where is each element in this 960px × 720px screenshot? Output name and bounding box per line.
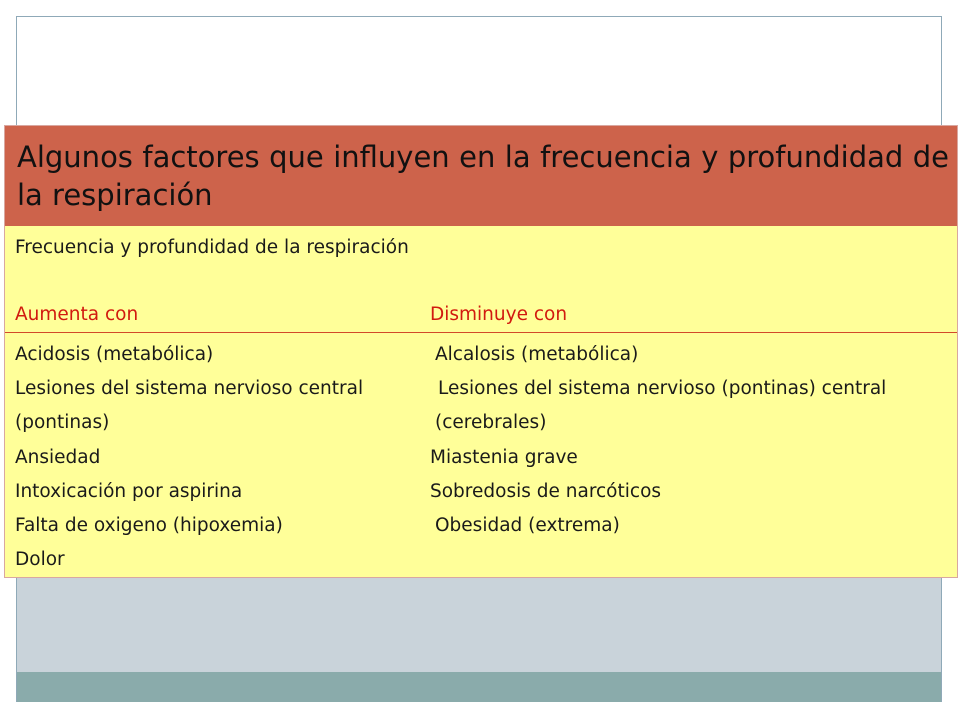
header-decrease: Disminuye con <box>430 304 568 325</box>
increase-item: (pontinas) <box>15 412 110 433</box>
footer-band-teal <box>17 672 941 702</box>
increase-item: Ansiedad <box>15 447 101 468</box>
table-title: Algunos factores que influyen en la frecuencia y profundidad de la respiración <box>17 140 949 212</box>
table-body <box>5 333 957 577</box>
increase-item: Falta de oxigeno (hipoxemia) <box>15 515 283 536</box>
decrease-item: (cerebrales) <box>435 412 547 433</box>
footer-band-gray <box>17 578 941 672</box>
increase-item: Lesiones del sistema nervioso central <box>15 378 364 399</box>
increase-item: Acidosis (metabólica) <box>15 344 214 365</box>
decrease-item: Alcalosis (metabólica) <box>435 344 639 365</box>
factors-table <box>4 125 958 578</box>
decrease-item: Sobredosis de narcóticos <box>430 481 662 502</box>
decrease-item: Lesiones del sistema nervioso (pontinas) central <box>438 378 887 399</box>
increase-item: Intoxicación por aspirina <box>15 481 243 502</box>
decrease-item: Obesidad (extrema) <box>435 515 620 536</box>
header-increase: Aumenta con <box>15 304 139 325</box>
table-header-row <box>5 226 957 333</box>
decrease-item: Miastenia grave <box>430 447 578 468</box>
increase-item: Dolor <box>15 549 65 570</box>
table-subtitle: Frecuencia y profundidad de la respiración <box>15 237 409 258</box>
table-title-row <box>5 126 957 226</box>
